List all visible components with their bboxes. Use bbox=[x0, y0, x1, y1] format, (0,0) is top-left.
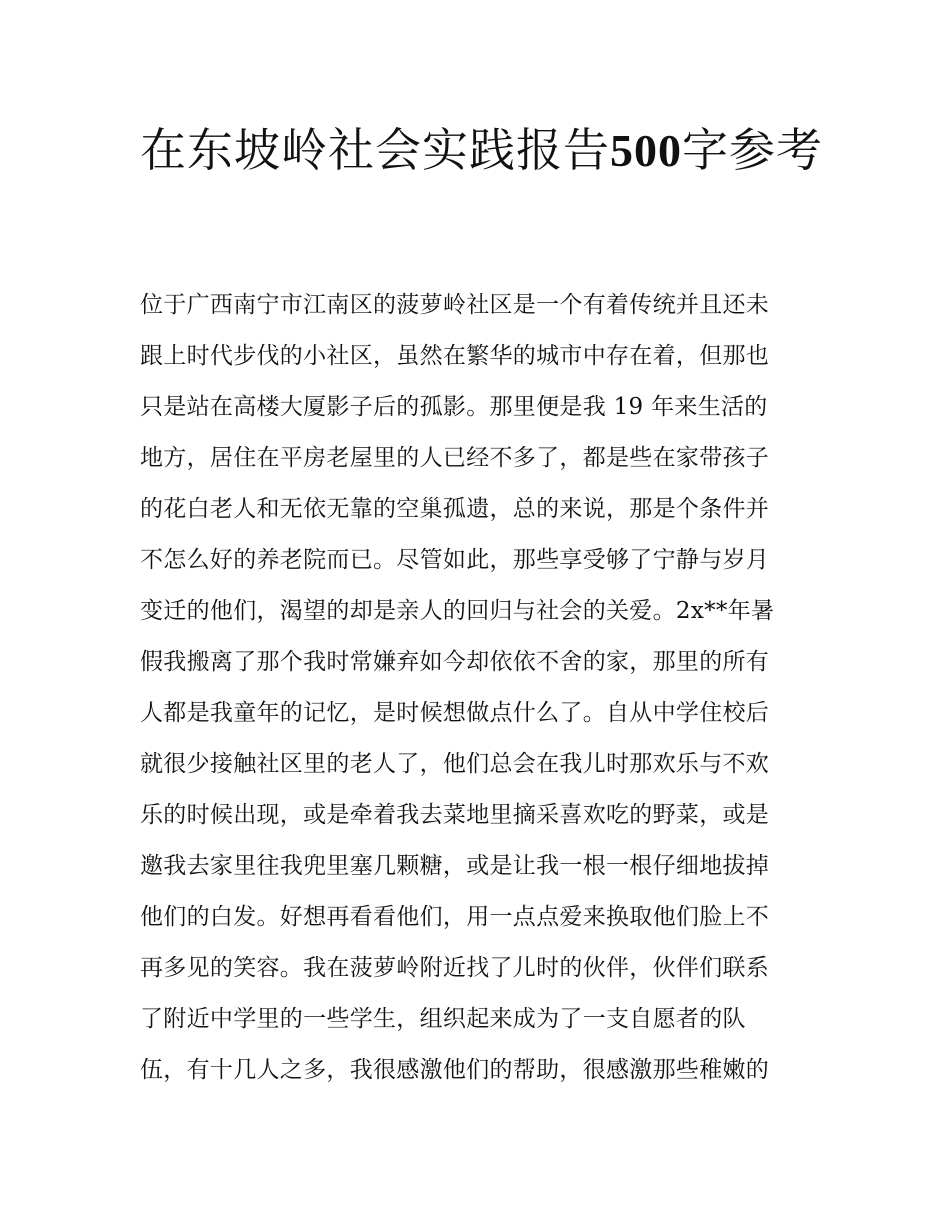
body-line: 伍，有十几人之多，我很感激他们的帮助，很感激那些稚嫩的 bbox=[140, 1057, 770, 1083]
body-line: 邀我去家里往我兜里塞几颗糖，或是让我一根一根仔细地拔掉 bbox=[140, 853, 770, 879]
body-line: 人都是我童年的记忆，是时候想做点什么了。自从中学住校后 bbox=[140, 700, 770, 726]
body-line: 再多见的笑容。我在菠萝岭附近找了儿时的伙伴，伙伴们联系 bbox=[140, 955, 770, 981]
body-line: 乐的时候出现，或是牵着我去菜地里摘采喜欢吃的野菜，或是 bbox=[140, 802, 770, 828]
title-number: 500 bbox=[610, 125, 682, 176]
title-text-part1: 在东坡岭社会实践报告 bbox=[140, 123, 610, 177]
body-line: 了附近中学里的一些学生，组织起来成为了一支自愿者的队 bbox=[140, 1006, 746, 1032]
document-body bbox=[140, 280, 820, 1096]
body-line: 跟上时代步伐的小社区，虽然在繁华的城市中存在着，但那也 bbox=[140, 343, 770, 369]
document-title bbox=[140, 112, 840, 189]
body-line: 就很少接触社区里的老人了，他们总会在我儿时那欢乐与不欢 bbox=[140, 751, 770, 777]
body-line: 地方，居住在平房老屋里的人已经不多了，都是些在家带孩子 bbox=[140, 445, 770, 471]
body-line: 的花白老人和无依无靠的空巢孤遗，总的来说，那是个条件并 bbox=[140, 496, 770, 522]
body-line: 不怎么好的养老院而已。尽管如此，那些享受够了宁静与岁月 bbox=[140, 547, 770, 573]
body-line: 变迁的他们，渴望的却是亲人的回归与社会的关爱。2x**年暑 bbox=[140, 598, 775, 624]
body-line: 位于广西南宁市江南区的菠萝岭社区是一个有着传统并且还未 bbox=[140, 292, 770, 318]
body-line: 只是站在高楼大厦影子后的孤影。那里便是我 19 年来生活的 bbox=[140, 394, 768, 420]
body-line: 假我搬离了那个我时常嫌弃如今却依依不舍的家，那里的所有 bbox=[140, 649, 770, 675]
title-text-part2: 字参考 bbox=[682, 123, 823, 177]
body-line: 他们的白发。好想再看看他们，用一点点爱来换取他们脸上不 bbox=[140, 904, 770, 930]
